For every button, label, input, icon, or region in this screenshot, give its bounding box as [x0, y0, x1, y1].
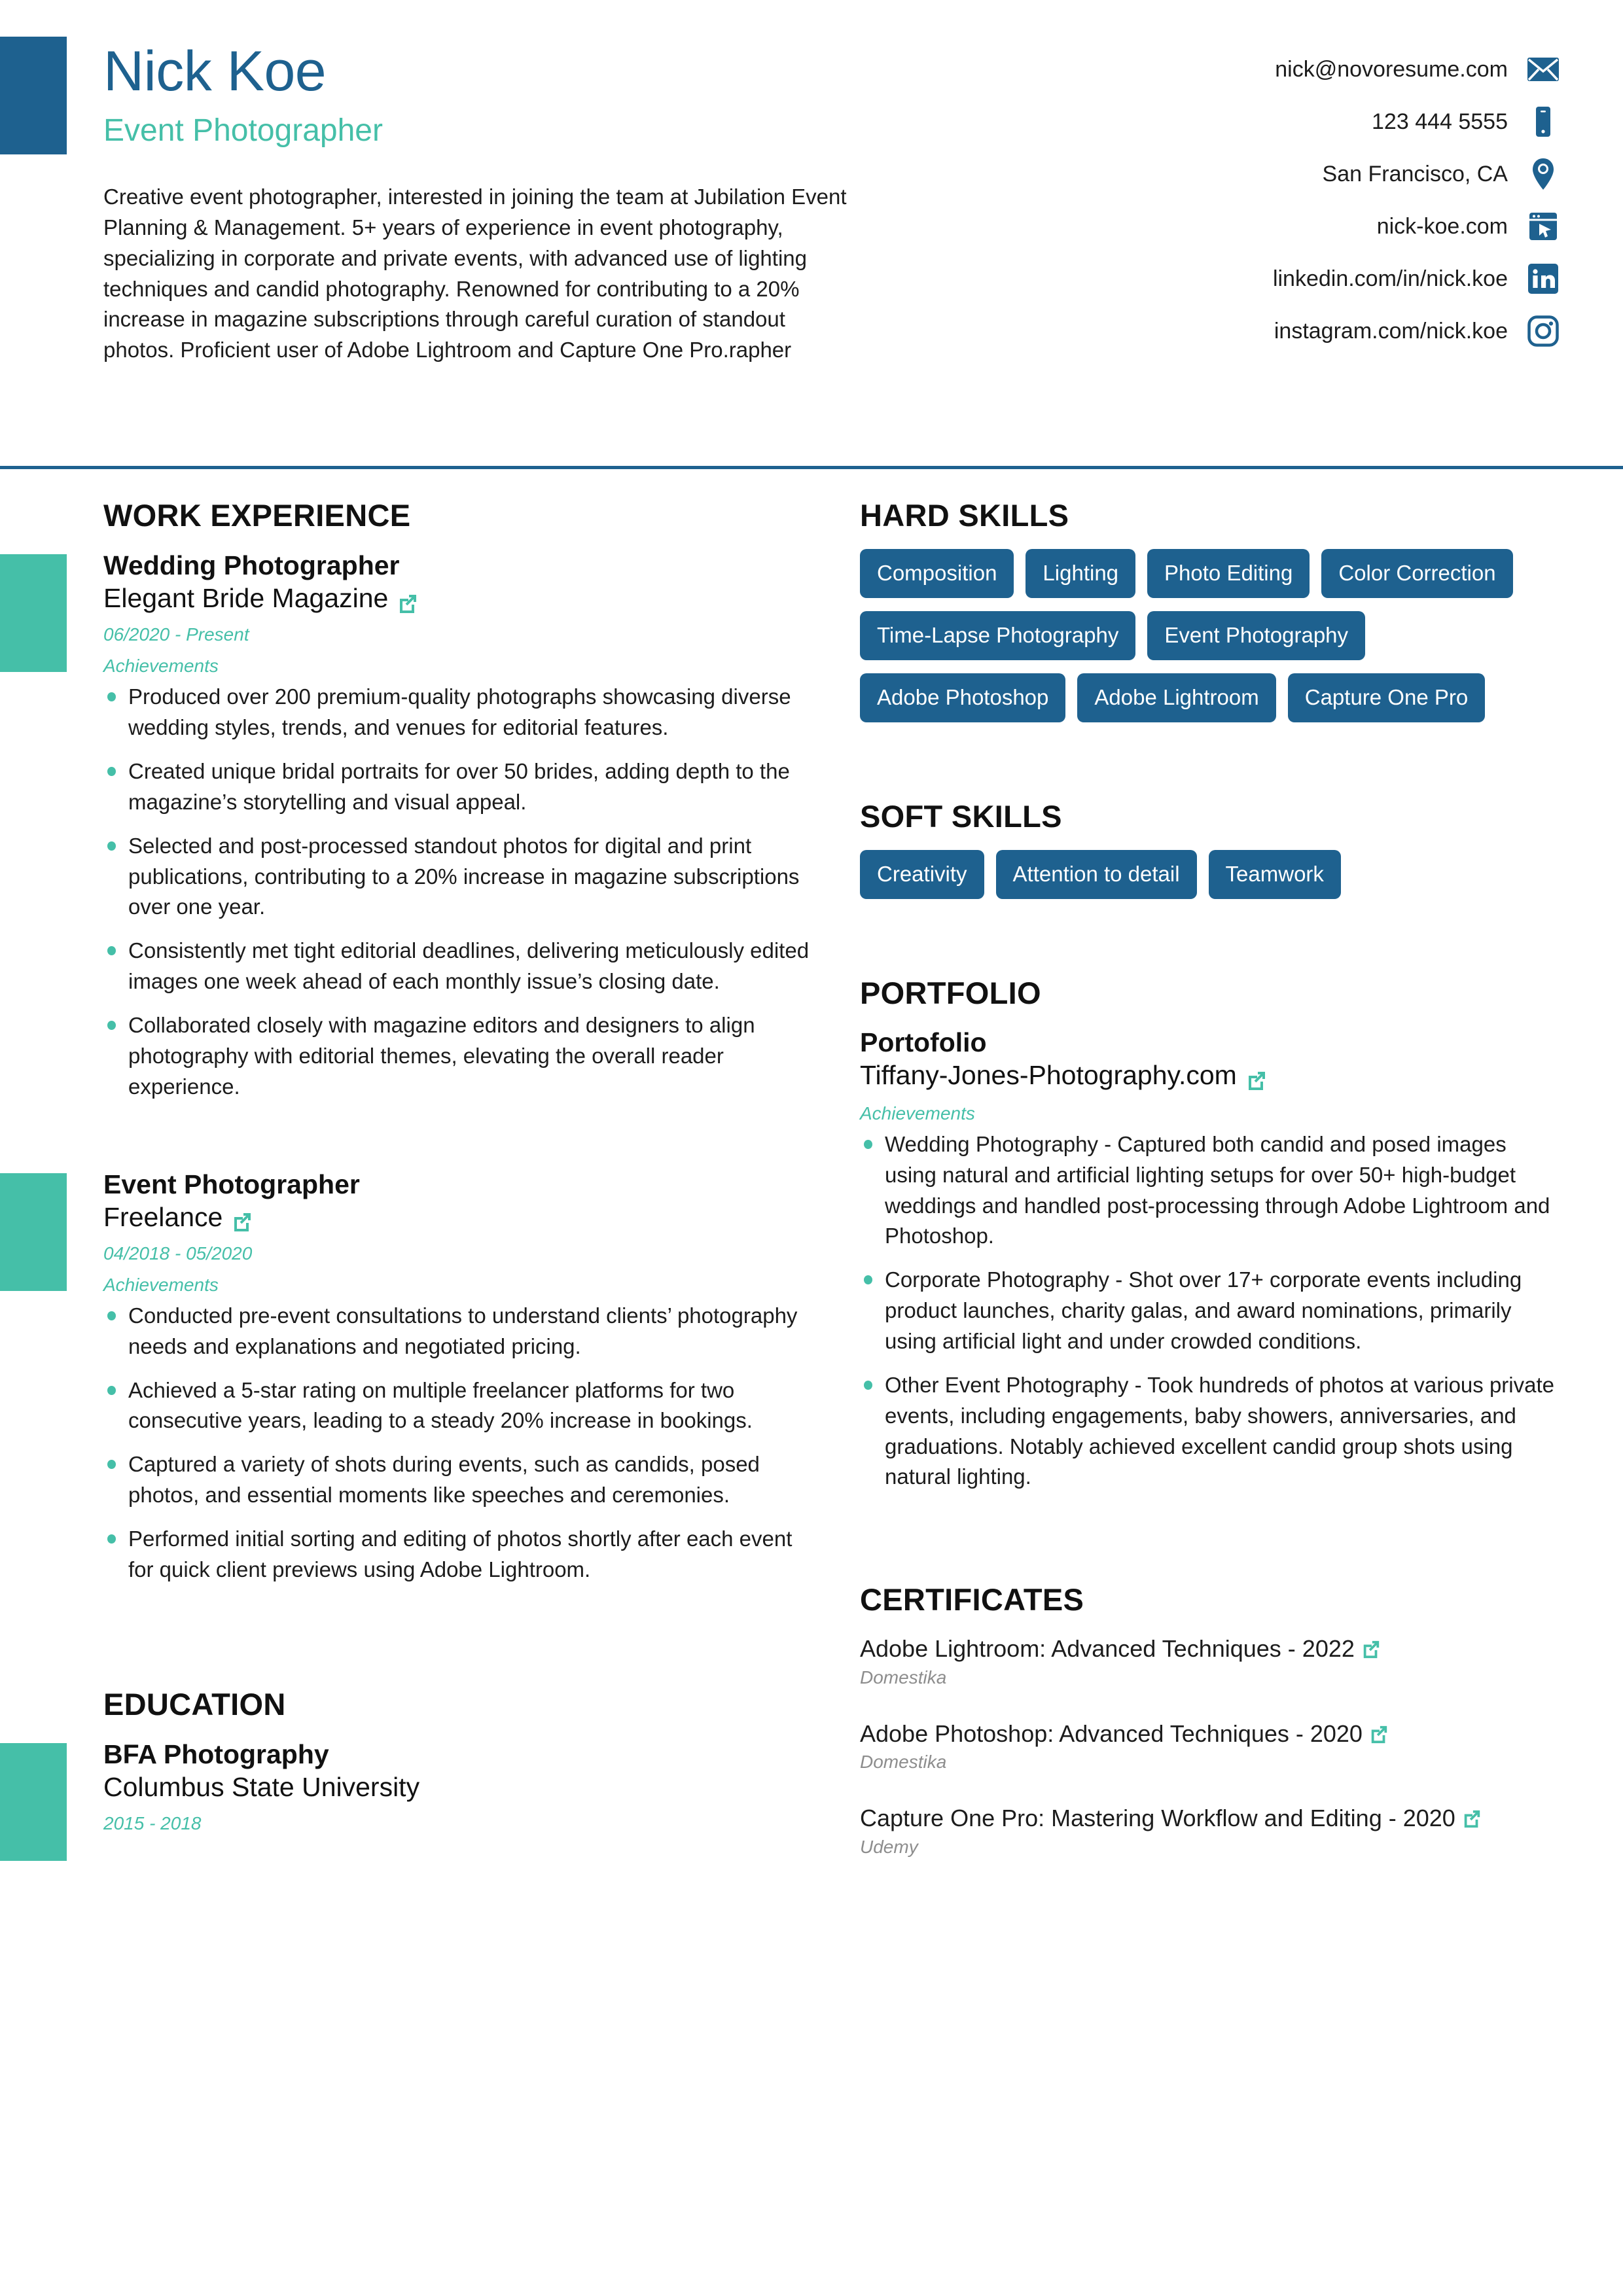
spacer	[103, 1598, 812, 1686]
work-organization-label: Elegant Bride Magazine	[103, 583, 389, 614]
entry-accent-bar	[0, 1173, 67, 1291]
portfolio-url-label: Tiffany-Jones-Photography.com	[860, 1060, 1237, 1091]
skill-tag[interactable]: Creativity	[860, 850, 984, 899]
education-entry	[103, 1738, 812, 1834]
external-link-icon[interactable]	[397, 588, 418, 609]
contact-item-email[interactable]	[863, 52, 1560, 86]
skill-tag[interactable]: Event Photography	[1147, 611, 1365, 660]
linkedin-icon	[1526, 262, 1560, 296]
spacer	[860, 1506, 1560, 1581]
skill-tag[interactable]: Capture One Pro	[1288, 673, 1485, 722]
certificate-item	[860, 1803, 1560, 1858]
certificate-item	[860, 1718, 1560, 1773]
portfolio-url[interactable]	[860, 1059, 1560, 1093]
achievements-label: Achievements	[103, 1274, 219, 1295]
header-divider	[0, 466, 1623, 469]
work-organization[interactable]	[103, 582, 812, 615]
right-column	[851, 497, 1623, 1888]
section-title-certificates: CERTIFICATES	[860, 1582, 1084, 1617]
resume-body	[0, 468, 1623, 1888]
list-item: Wedding Photography - Captured both candid and posed images using natural and artificial lighting setups for over 50+ high-budget weddings and handled post-processing through Adobe Lightroom and Photoshop.	[860, 1129, 1560, 1252]
header-identity	[103, 40, 863, 366]
education-dates: 2015 - 2018	[103, 1812, 202, 1833]
work-organization-label: Freelance	[103, 1201, 223, 1232]
skill-tag[interactable]: Color Correction	[1321, 549, 1512, 598]
contact-item-instagram[interactable]	[863, 314, 1560, 348]
header-job-title: Event Photographer	[103, 113, 383, 148]
contact-linkedin-text: linkedin.com/in/nick.koe	[1272, 266, 1508, 291]
external-link-icon[interactable]	[232, 1207, 253, 1227]
entry-accent-bar	[0, 554, 67, 672]
skill-tag[interactable]: Adobe Lightroom	[1077, 673, 1275, 722]
portfolio-entry	[860, 1027, 1560, 1492]
contact-item-linkedin[interactable]	[863, 262, 1560, 296]
certificate-title[interactable]	[860, 1633, 1560, 1665]
section-title-work-experience: WORK EXPERIENCE	[103, 498, 411, 533]
spacer	[860, 899, 1560, 975]
website-icon	[1526, 209, 1560, 243]
certificate-title-label: Adobe Photoshop: Advanced Techniques - 2020	[860, 1720, 1363, 1747]
work-role: Event Photographer	[103, 1169, 360, 1199]
external-link-icon[interactable]	[1361, 1635, 1382, 1656]
resume-header	[0, 0, 1623, 468]
contact-item-location[interactable]	[863, 157, 1560, 191]
portfolio-name: Portofolio	[860, 1027, 987, 1057]
header-accent-bar	[0, 37, 67, 154]
hard-skills-tag-list	[860, 549, 1560, 722]
certificate-issuer: Udemy	[860, 1836, 918, 1857]
page-title: Nick Koe	[103, 40, 327, 103]
spacer	[860, 722, 1560, 798]
education-school-label: Columbus State University	[103, 1771, 420, 1802]
skill-tag[interactable]: Time-Lapse Photography	[860, 611, 1135, 660]
list-item: Captured a variety of shots during events, such as candids, posed photos, and essential moments like speeches and ceremonies.	[103, 1449, 812, 1511]
location-pin-icon	[1526, 157, 1560, 191]
list-item: Conducted pre-event consultations to understand clients’ photography needs and explanations and negotiated pricing.	[103, 1301, 812, 1362]
achievements-label: Achievements	[103, 656, 219, 677]
skill-tag[interactable]: Adobe Photoshop	[860, 673, 1065, 722]
work-bullets	[103, 682, 812, 1102]
skill-tag[interactable]: Photo Editing	[1147, 549, 1310, 598]
list-item: Selected and post-processed standout photos for digital and print publications, contributing to a 20% increase in magazine subscriptions over one year.	[103, 831, 812, 923]
external-link-icon[interactable]	[1462, 1805, 1483, 1826]
skill-tag[interactable]: Teamwork	[1209, 850, 1341, 899]
section-title-education: EDUCATION	[103, 1686, 286, 1722]
certificate-title-label: Capture One Pro: Mastering Workflow and Editing - 2020	[860, 1805, 1455, 1832]
skill-tag[interactable]: Composition	[860, 549, 1014, 598]
external-link-icon[interactable]	[1369, 1720, 1390, 1741]
achievements-label: Achievements	[860, 1103, 975, 1123]
left-column	[0, 497, 851, 1888]
list-item: Performed initial sorting and editing of photos shortly after each event for quick client previews using Adobe Lightroom.	[103, 1524, 812, 1585]
spacer	[103, 1116, 812, 1161]
contact-item-website[interactable]	[863, 209, 1560, 243]
email-icon	[1526, 52, 1560, 86]
work-entry	[103, 549, 812, 1103]
education-degree: BFA Photography	[103, 1739, 329, 1769]
contact-phone-text: 123 444 5555	[1372, 109, 1508, 134]
section-title-hard-skills: HARD SKILLS	[860, 498, 1069, 533]
entry-accent-bar	[0, 1743, 67, 1861]
contact-instagram-text: instagram.com/nick.koe	[1274, 318, 1508, 344]
work-dates: 06/2020 - Present	[103, 624, 249, 645]
instagram-icon	[1526, 314, 1560, 348]
contact-item-phone[interactable]	[863, 105, 1560, 139]
certificate-title[interactable]	[860, 1803, 1560, 1834]
list-item: Collaborated closely with magazine editors and designers to align photography with editorial themes, elevating the overall reader experience.	[103, 1010, 812, 1103]
certificate-issuer: Domestika	[860, 1667, 947, 1687]
list-item: Consistently met tight editorial deadlines, delivering meticulously edited images one week ahead of each monthly issue’s closing date.	[103, 936, 812, 997]
list-item: Other Event Photography - Took hundreds of photos at various private events, including engagements, baby showers, anniversaries, and graduations. Notably achieved excellent candid group shots using natural lighting.	[860, 1370, 1560, 1492]
skill-tag[interactable]: Lighting	[1026, 549, 1135, 598]
education-school	[103, 1771, 812, 1804]
list-item: Corporate Photography - Shot over 17+ corporate events including product launches, charity galas, and award nominations, primarily using artificial light and under crowded conditions.	[860, 1265, 1560, 1357]
soft-skills-tag-list	[860, 850, 1560, 899]
skill-tag[interactable]: Attention to detail	[996, 850, 1197, 899]
section-title-portfolio: PORTFOLIO	[860, 976, 1041, 1010]
phone-icon	[1526, 105, 1560, 139]
header-summary: Creative event photographer, interested in joining the team at Jubilation Event Planning & Management. 5+ years of experience in event photography, specializing in corporate and private events, with advanced use of lighting techniques and candid photography. Renowned for contributing to a 20% increase in magazine subscriptions through careful curation of standout photos. Proficient user of Adobe Lightroom and Capture One Pro.rapher	[103, 185, 847, 362]
list-item: Created unique bridal portraits for over 50 brides, adding depth to the magazine’s storytelling and visual appeal.	[103, 756, 812, 818]
contact-location-text: San Francisco, CA	[1322, 161, 1508, 186]
certificate-title-label: Adobe Lightroom: Advanced Techniques - 2022	[860, 1635, 1355, 1663]
contact-list	[863, 43, 1560, 348]
work-dates: 04/2018 - 05/2020	[103, 1243, 253, 1263]
external-link-icon[interactable]	[1246, 1065, 1267, 1086]
certificate-title[interactable]	[860, 1718, 1560, 1750]
list-item: Achieved a 5-star rating on multiple freelancer platforms for two consecutive years, leading to a steady 20% increase in bookings.	[103, 1375, 812, 1437]
section-title-soft-skills: SOFT SKILLS	[860, 799, 1062, 834]
contact-website-text: nick-koe.com	[1376, 213, 1508, 239]
certificate-issuer: Domestika	[860, 1752, 947, 1773]
portfolio-bullets	[860, 1129, 1560, 1492]
work-entry	[103, 1168, 812, 1585]
work-role: Wedding Photographer	[103, 550, 400, 580]
contact-email-text: nick@novoresume.com	[1275, 56, 1508, 82]
work-organization[interactable]	[103, 1201, 812, 1234]
certificate-item	[860, 1633, 1560, 1688]
list-item: Produced over 200 premium-quality photographs showcasing diverse wedding styles, trends, and venues for editorial features.	[103, 682, 812, 743]
work-bullets	[103, 1301, 812, 1585]
